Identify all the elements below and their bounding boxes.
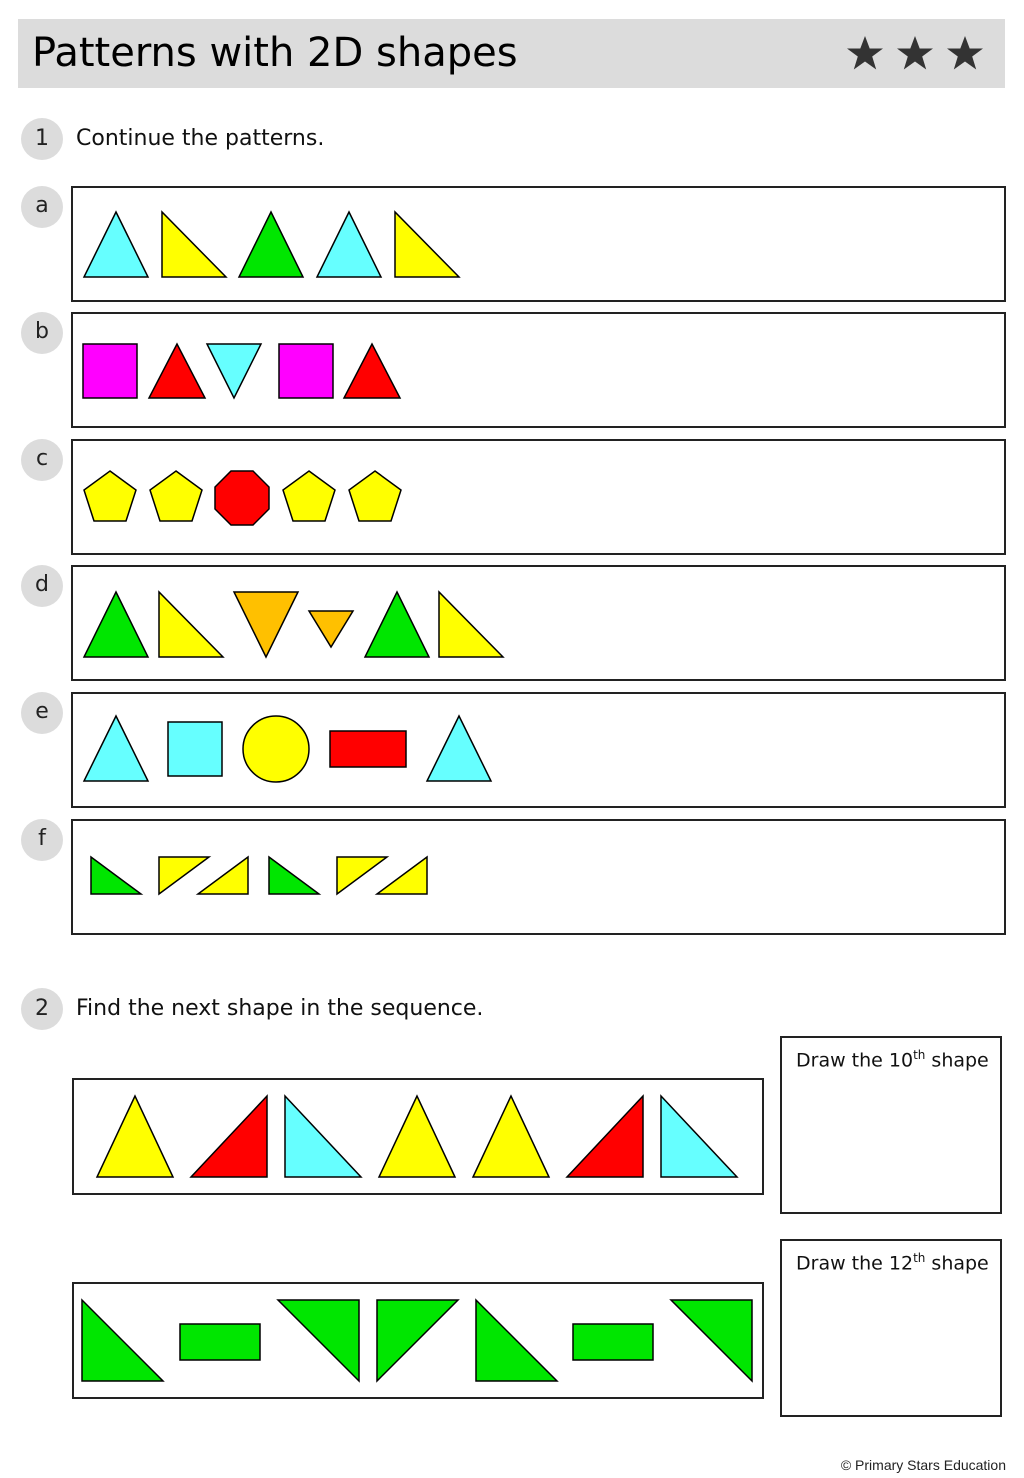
- pattern-shape: [439, 592, 503, 657]
- sequence-box-2: [72, 1282, 764, 1399]
- sequence-shape: [476, 1300, 557, 1381]
- pattern-shape: [269, 857, 319, 894]
- sequence-shape: [97, 1096, 173, 1177]
- star-icon: [897, 36, 933, 70]
- page-title: Patterns with 2D shapes: [32, 30, 518, 76]
- pattern-shape: [215, 471, 269, 525]
- question-1-instruction: Continue the patterns.: [76, 126, 325, 151]
- pattern-shape: [198, 857, 248, 894]
- pattern-shape: [365, 592, 429, 657]
- pattern-shape: [344, 344, 400, 398]
- copyright-footer: © Primary Stars Education: [840, 1457, 1006, 1473]
- draw-answer-box-1[interactable]: [780, 1036, 1002, 1214]
- sequence-shape: [180, 1324, 260, 1360]
- pattern-shape: [91, 857, 141, 894]
- pattern-shape: [207, 344, 261, 398]
- row-label-b: b: [21, 312, 63, 354]
- pattern-shape: [83, 344, 137, 398]
- row-label-d: d: [21, 565, 63, 607]
- pattern-shape: [330, 731, 406, 767]
- sequence-shape: [473, 1096, 549, 1177]
- draw-label-2: Draw the 12th shape: [796, 1251, 989, 1275]
- question-number-2: 2: [21, 988, 63, 1030]
- sequence-shape: [573, 1324, 653, 1360]
- pattern-box-e: [71, 692, 1006, 808]
- difficulty-stars: [845, 34, 985, 74]
- pattern-shape: [377, 857, 427, 894]
- sequence-shape: [567, 1096, 643, 1177]
- sequence-box-1: [72, 1078, 764, 1195]
- pattern-shape: [159, 592, 223, 657]
- pattern-shape: [234, 592, 298, 657]
- sequence-shape: [285, 1096, 361, 1177]
- pattern-shape: [84, 471, 136, 521]
- pattern-box-f: [71, 819, 1006, 935]
- sequence-shape: [191, 1096, 267, 1177]
- star-icon: [947, 36, 983, 70]
- pattern-shape: [427, 716, 491, 781]
- pattern-shape: [337, 857, 387, 894]
- pattern-box-d: [71, 565, 1006, 681]
- pattern-shape: [349, 471, 401, 521]
- row-label-a: a: [21, 186, 63, 228]
- pattern-shape: [239, 212, 303, 277]
- sequence-shape: [661, 1096, 737, 1177]
- sequence-shape: [377, 1300, 458, 1381]
- sequence-shape: [671, 1300, 752, 1381]
- draw-label-1: Draw the 10th shape: [796, 1048, 989, 1072]
- pattern-shape: [150, 471, 202, 521]
- pattern-shape: [84, 212, 148, 277]
- pattern-box-c: [71, 439, 1006, 555]
- pattern-shape: [279, 344, 333, 398]
- pattern-shape: [162, 212, 226, 277]
- pattern-box-b: [71, 312, 1006, 428]
- row-label-c: c: [21, 439, 63, 481]
- row-label-f: f: [21, 819, 63, 861]
- draw-answer-box-2[interactable]: [780, 1239, 1002, 1417]
- pattern-shape: [317, 212, 381, 277]
- pattern-shape: [243, 716, 309, 782]
- title-bar: [18, 19, 1005, 88]
- pattern-shape: [309, 611, 353, 647]
- row-label-e: e: [21, 692, 63, 734]
- pattern-box-a: [71, 186, 1006, 302]
- pattern-shape: [395, 212, 459, 277]
- question-number-1: 1: [21, 118, 63, 160]
- pattern-shape: [159, 857, 209, 894]
- sequence-shape: [379, 1096, 455, 1177]
- pattern-shape: [84, 592, 148, 657]
- question-2-instruction: Find the next shape in the sequence.: [76, 996, 484, 1021]
- pattern-shape: [168, 722, 222, 776]
- pattern-shape: [84, 716, 148, 781]
- star-icon: [847, 36, 883, 70]
- sequence-shape: [278, 1300, 359, 1381]
- sequence-shape: [82, 1300, 163, 1381]
- pattern-shape: [283, 471, 335, 521]
- pattern-shape: [149, 344, 205, 398]
